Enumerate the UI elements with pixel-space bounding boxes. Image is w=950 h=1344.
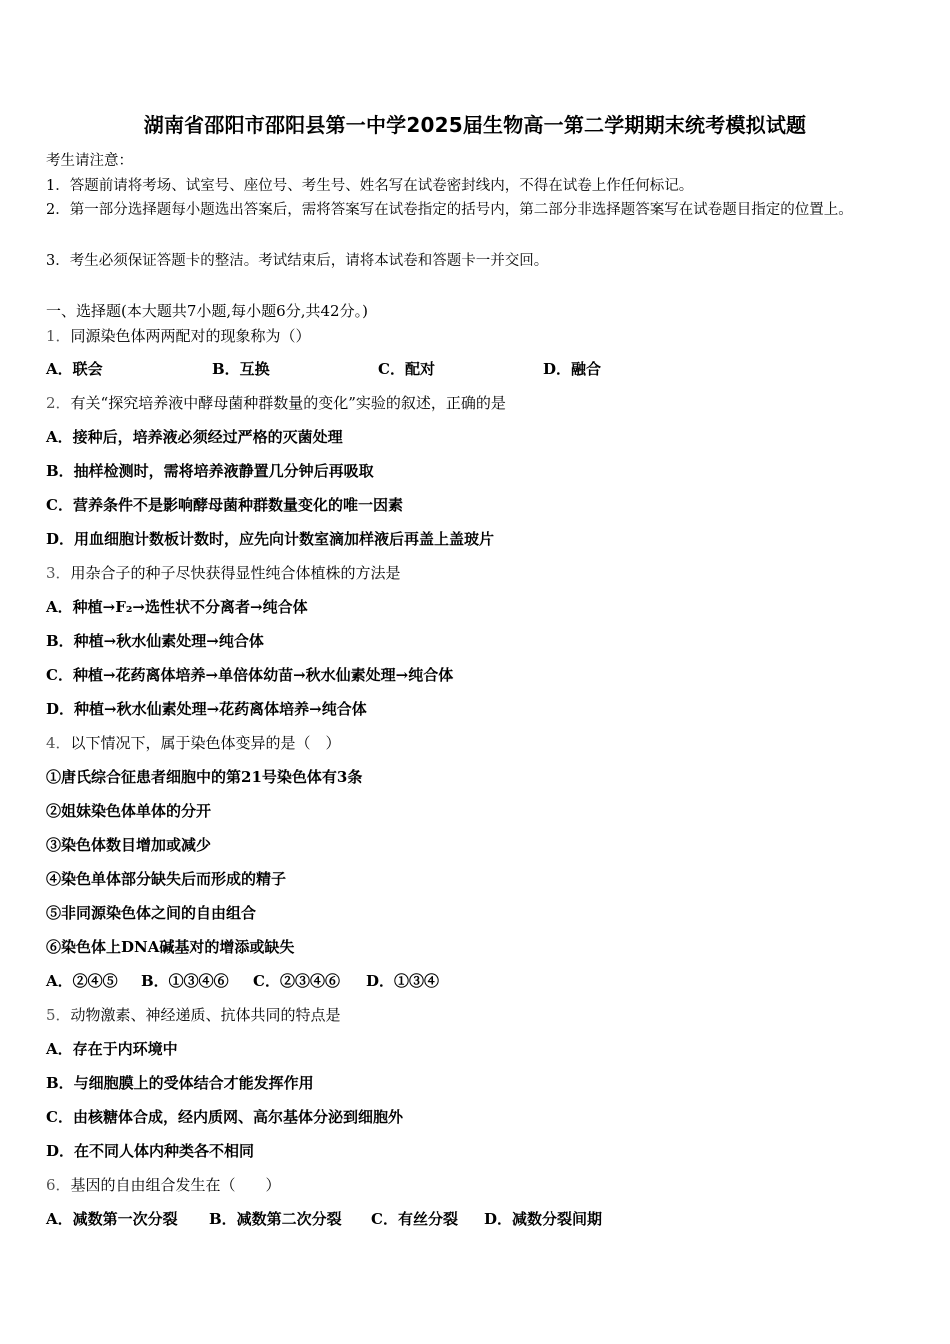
q1-option-d[interactable]: D．融合	[543, 360, 602, 378]
question-number: 4．	[46, 734, 71, 752]
q3-option-d[interactable]: D．种植→秋水仙素处理→花药离体培养→纯合体	[46, 700, 367, 718]
question-text: 用杂合子的种子尽快获得显性纯合体植株的方法是	[70, 564, 401, 582]
q5-option-a[interactable]: A．存在于内环境中	[46, 1040, 178, 1058]
page-title: 湖南省邵阳市邵阳县第一中学2025届生物高一第二学期期末统考模拟试题	[143, 113, 807, 137]
q4-statement-1: ①唐氏综合征患者细胞中的第21号染色体有3条	[46, 768, 363, 786]
q1-option-c[interactable]: C．配对	[378, 360, 435, 378]
question-6-stem	[46, 1175, 281, 1195]
question-text: 基因的自由组合发生在（ ）	[70, 1176, 281, 1194]
q4-option-d[interactable]: D．①③④	[366, 972, 440, 990]
q6-option-b[interactable]: B．减数第二次分裂	[209, 1210, 342, 1228]
q6-option-c[interactable]: C．有丝分裂	[371, 1210, 458, 1228]
question-number: 6．	[46, 1176, 71, 1194]
section-heading: 一、选择题(本大题共7小题,每小题6分,共42分。)	[46, 302, 368, 320]
q2-option-b[interactable]: B．抽样检测时，需将培养液静置几分钟后再吸取	[46, 462, 374, 480]
q4-statement-2: ②姐妹染色体单体的分开	[46, 802, 212, 820]
q6-option-a[interactable]: A．减数第一次分裂	[46, 1210, 178, 1228]
q4-statement-4: ④染色单体部分缺失后而形成的精子	[46, 870, 287, 888]
notice-item-1: 1．答题前请将考场、试室号、座位号、考生号、姓名写在试卷密封线内，不得在试卷上作任何标记。	[46, 178, 694, 194]
q2-option-d[interactable]: D．用血细胞计数板计数时，应先向计数室滴加样液后再盖上盖玻片	[46, 530, 495, 548]
question-text: 同源染色体两两配对的现象称为（）	[70, 327, 311, 345]
q3-option-c[interactable]: C．种植→花药离体培养→单倍体幼苗→秋水仙素处理→纯合体	[46, 666, 454, 684]
q4-statement-6: ⑥染色体上DNA碱基对的增添或缺失	[46, 938, 295, 956]
question-number: 1．	[46, 327, 71, 345]
question-5-stem	[46, 1005, 341, 1025]
q3-option-a[interactable]: A．种植→F₂→选性状不分离者→纯合体	[46, 598, 308, 616]
question-2-stem	[46, 393, 506, 413]
question-number: 5．	[46, 1006, 71, 1024]
q4-option-c[interactable]: C．②③④⑥	[253, 972, 340, 990]
q4-option-b[interactable]: B．①③④⑥	[141, 972, 229, 990]
question-number: 3．	[46, 564, 71, 582]
notice-heading: 考生请注意：	[46, 153, 133, 169]
q2-option-a[interactable]: A．接种后，培养液必须经过严格的灭菌处理	[46, 428, 343, 446]
q1-option-a[interactable]: A．联会	[46, 360, 103, 378]
q5-option-b[interactable]: B．与细胞膜上的受体结合才能发挥作用	[46, 1074, 314, 1092]
q1-option-b[interactable]: B．互换	[212, 360, 270, 378]
notice-item-3: 3．考生必须保证答题卡的整洁。考试结束后，请将本试卷和答题卡一并交回。	[46, 253, 549, 269]
q4-statement-5: ⑤非同源染色体之间的自由组合	[46, 904, 257, 922]
question-3-stem	[46, 563, 401, 583]
q3-option-b[interactable]: B．种植→秋水仙素处理→纯合体	[46, 632, 264, 650]
question-1-stem	[46, 326, 311, 346]
question-number: 2．	[46, 394, 71, 412]
q4-option-a[interactable]: A．②④⑤	[46, 972, 118, 990]
q2-option-c[interactable]: C．营养条件不是影响酵母菌种群数量变化的唯一因素	[46, 496, 403, 514]
question-text: 以下情况下，属于染色体变异的是（ ）	[70, 734, 341, 752]
question-text: 动物激素、神经递质、抗体共同的特点是	[70, 1006, 341, 1024]
q5-option-d[interactable]: D．在不同人体内种类各不相同	[46, 1142, 255, 1160]
q6-option-d[interactable]: D．减数分裂间期	[484, 1210, 603, 1228]
q5-option-c[interactable]: C．由核糖体合成，经内质网、高尔基体分泌到细胞外	[46, 1108, 403, 1126]
notice-item-2: 2．第一部分选择题每小题选出答案后，需将答案写在试卷指定的括号内，第二部分非选择题答案写在试卷题目指定的位置上。	[46, 202, 853, 218]
question-4-stem	[46, 733, 341, 753]
q4-statement-3: ③染色体数目增加或减少	[46, 836, 212, 854]
question-text: 有关“探究培养液中酵母菌种群数量的变化”实验的叙述，正确的是	[70, 394, 506, 412]
